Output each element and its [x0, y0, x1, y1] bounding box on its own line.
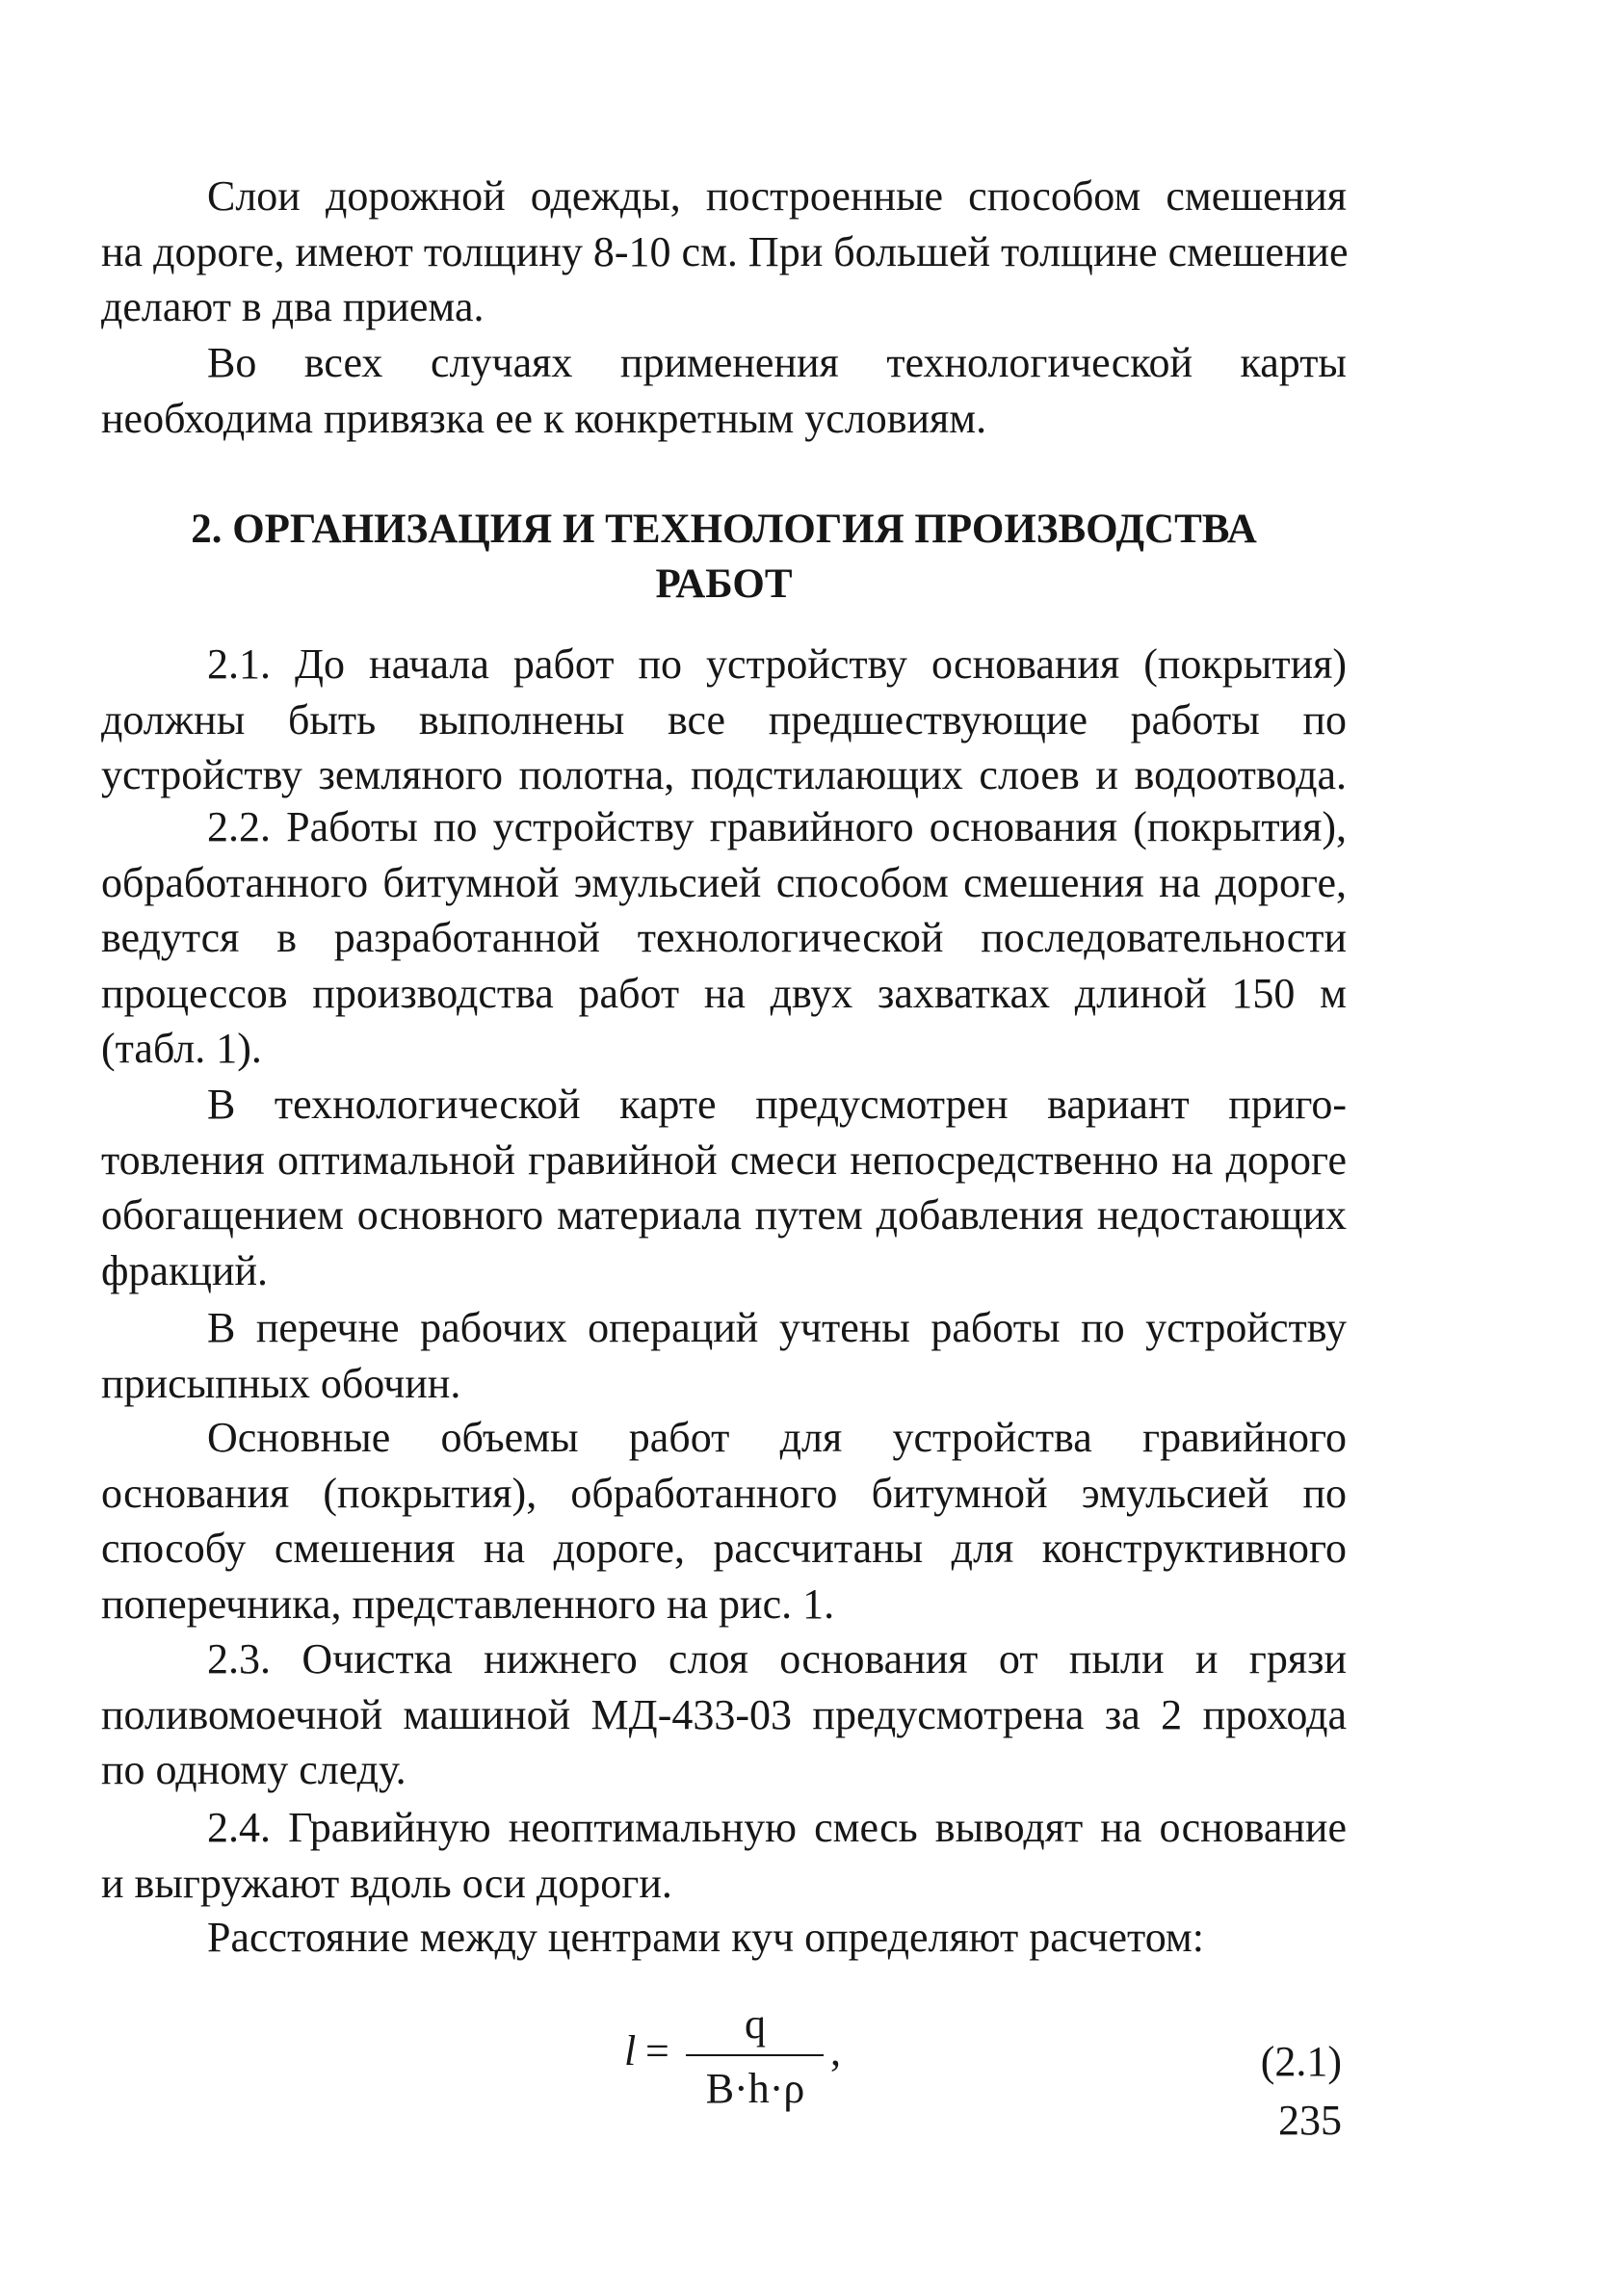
paragraph-distance-calculation — [101, 1910, 1347, 1966]
text-line: делают в два приема. — [101, 283, 485, 330]
text-line: устройству земляного полотна, подстилающих слоев и водоотвода. — [101, 751, 1347, 798]
text-line: Основные объемы работ для устройства гравийного — [207, 1414, 1347, 1461]
formula-number: (2.1) — [1260, 2038, 1342, 2085]
formula-equals: = — [645, 2027, 669, 2074]
text-line: 2.1. До начала работ по устройству основания (покрытия) — [207, 640, 1347, 688]
page-number: 235 — [1278, 2097, 1342, 2144]
heading-line: 2. ОРГАНИЗАЦИЯ И ТЕХНОЛОГИЯ ПРОИЗВОДСТВА — [191, 507, 1257, 552]
paragraph-work-volumes — [101, 1410, 1347, 1631]
heading-line: РАБОТ — [655, 561, 793, 607]
paragraph-2-4 — [101, 1800, 1347, 1911]
section-heading — [101, 502, 1347, 612]
paragraph-layer-thickness — [101, 169, 1347, 335]
text-line: процессов производства работ на двух захватках длиной 150 м — [101, 969, 1347, 1017]
formula-punctuation: , — [830, 2027, 841, 2074]
text-line: Слои дорожной одежды, построенные способом смешения — [207, 172, 1347, 220]
paragraph-2-2 — [101, 799, 1347, 1077]
text-line: необходима привязка ее к конкретным условиям. — [101, 394, 987, 442]
formula-variable: l — [624, 2027, 637, 2074]
text-line: поливомоечной машиной МД-433-03 предусмотрена за 2 прохода — [101, 1690, 1347, 1738]
formula-numerator: q — [745, 2000, 766, 2048]
text-line: (табл. 1). — [101, 1025, 262, 1072]
text-line: 2.2. Работы по устройству гравийного основания (покрытия), — [207, 803, 1347, 850]
text-line: товления оптимальной гравийной смеси непосредственно на дороге — [101, 1135, 1347, 1184]
paragraph-2-3 — [101, 1631, 1347, 1798]
text-line: 2.3. Очистка нижнего слоя основания от пыли и грязи — [207, 1635, 1347, 1683]
text-line: на дороге, имеют толщину 8-10 см. При большей толщине смешение — [101, 227, 1349, 275]
fraction-bar — [686, 2054, 824, 2056]
paragraph-map-binding — [101, 335, 1347, 446]
text-line: ведутся в разработанной технологической последовательности — [101, 914, 1347, 961]
formula-denominator: B·h·ρ — [705, 2065, 805, 2112]
text-line: должны быть выполнены все предшествующие работы по — [101, 695, 1347, 744]
text-line: Во всех случаях применения технологической карты — [207, 339, 1347, 386]
text-line: поперечника, представленного на рис. 1. — [101, 1579, 835, 1628]
text-line: и выгружают вдоль оси дороги. — [101, 1859, 672, 1907]
paragraph-mix-preparation — [101, 1077, 1347, 1298]
text-line: фракций. — [101, 1246, 269, 1294]
text-line: основания (покрытия), обработанного битумной эмульсией по — [101, 1469, 1347, 1517]
text-line: В перечне рабочих операций учтены работы по устройству — [207, 1304, 1347, 1351]
paragraph-2-1 — [101, 637, 1347, 803]
text-line: В технологической карте предусмотрен вариант приго- — [207, 1081, 1347, 1128]
text-line: 2.4. Гравийную неоптимальную смесь выводят на основание — [207, 1804, 1347, 1851]
text-line: обогащением основного материала путем добавления недостающих — [101, 1191, 1347, 1239]
text-line: Расстояние между центрами куч определяют расчетом: — [207, 1914, 1204, 1961]
paragraph-shoulders — [101, 1300, 1347, 1411]
text-line: присыпных обочин. — [101, 1359, 461, 1407]
text-line: по одному следу. — [101, 1746, 406, 1793]
text-line: обработанного битумной эмульсией способом смешения на дороге, — [101, 858, 1347, 906]
text-line: способу смешения на дороге, рассчитаны для конструктивного — [101, 1525, 1347, 1572]
